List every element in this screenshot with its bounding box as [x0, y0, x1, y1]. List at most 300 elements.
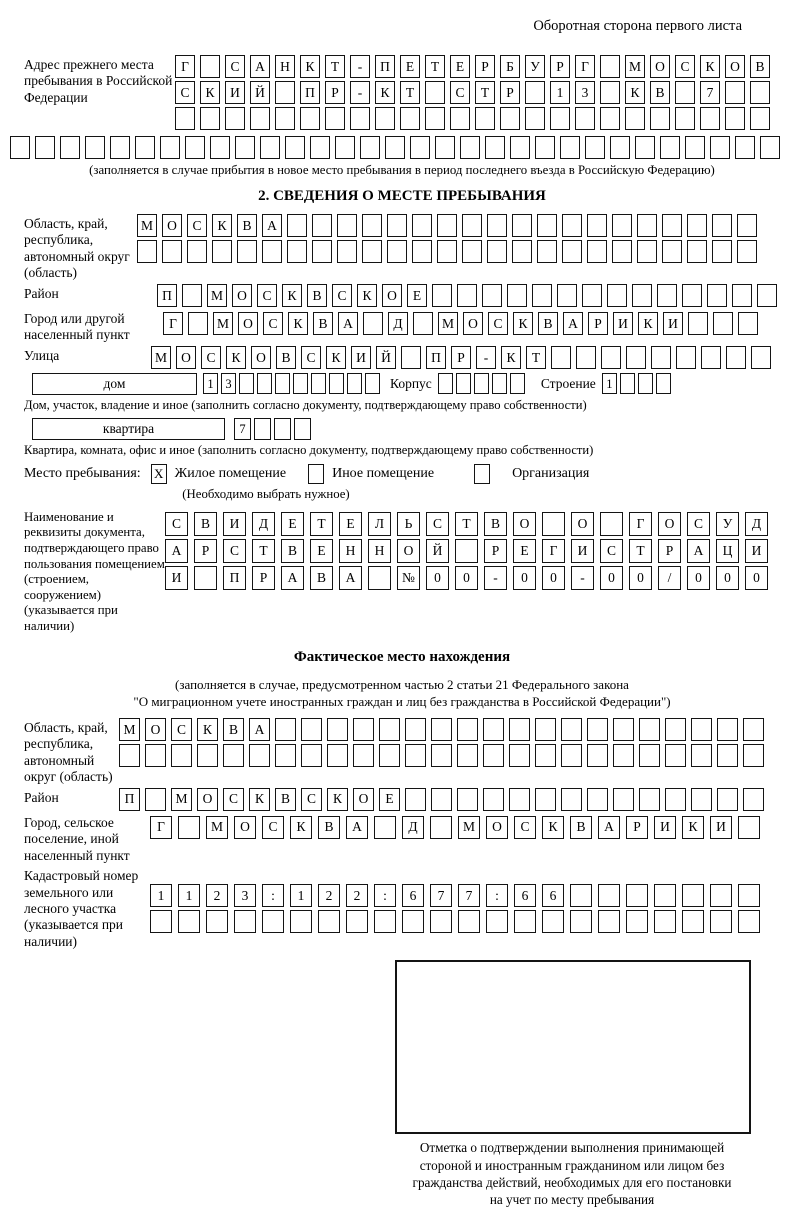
char-cell	[654, 884, 676, 907]
char-cell	[535, 718, 556, 741]
char-cell: Н	[368, 539, 391, 563]
char-cell	[600, 81, 620, 104]
char-cell: 0	[600, 566, 623, 590]
char-cell: В	[307, 284, 327, 307]
char-cell	[575, 107, 595, 130]
char-cell	[431, 788, 452, 811]
char-cell	[725, 107, 745, 130]
char-cell: В	[275, 788, 296, 811]
char-cell: О	[232, 284, 252, 307]
stroenie-cells	[602, 373, 671, 394]
char-cell: И	[663, 312, 683, 335]
char-cell: Р	[588, 312, 608, 335]
char-cell	[425, 81, 445, 104]
fact-subtitle	[24, 676, 780, 711]
char-cell	[145, 744, 166, 767]
char-cell	[639, 788, 660, 811]
char-cell	[187, 240, 207, 263]
char-cell: М	[438, 312, 458, 335]
char-cell: 0	[513, 566, 536, 590]
char-cell	[285, 136, 305, 159]
char-cell: О	[234, 816, 256, 839]
char-cell	[312, 240, 332, 263]
fact-oblast-block	[24, 718, 780, 786]
document-rows	[165, 512, 768, 593]
char-cell	[557, 284, 577, 307]
char-cell: -	[350, 81, 370, 104]
prev-address-row-2	[175, 81, 770, 104]
fact-gorod-row	[150, 816, 760, 839]
char-cell	[337, 214, 357, 237]
char-cell	[327, 744, 348, 767]
char-cell	[487, 214, 507, 237]
char-cell	[662, 240, 682, 263]
document-block	[24, 508, 780, 635]
char-cell	[460, 136, 480, 159]
char-cell: С	[171, 718, 192, 741]
char-cell: К	[357, 284, 377, 307]
char-cell: Т	[310, 512, 333, 536]
char-cell: П	[119, 788, 140, 811]
char-cell	[738, 910, 760, 933]
char-cell: О	[238, 312, 258, 335]
char-cell: 7	[430, 884, 452, 907]
document-row-3	[165, 566, 768, 590]
char-cell: 1	[150, 884, 172, 907]
char-cell: О	[397, 539, 420, 563]
char-cell: К	[226, 346, 246, 369]
char-cell	[585, 136, 605, 159]
char-cell	[275, 718, 296, 741]
char-cell: О	[571, 512, 594, 536]
oblast-block	[24, 214, 780, 282]
gorod-row	[163, 312, 758, 335]
char-cell	[387, 214, 407, 237]
char-cell: Р	[500, 81, 520, 104]
char-cell: К	[212, 214, 232, 237]
char-cell	[200, 107, 220, 130]
char-cell	[327, 718, 348, 741]
char-cell	[682, 910, 704, 933]
char-cell	[412, 240, 432, 263]
dom-box: дом	[32, 373, 197, 395]
char-cell	[509, 744, 530, 767]
char-cell	[682, 284, 702, 307]
char-cell	[550, 107, 570, 130]
char-cell: С	[301, 346, 321, 369]
fact-oblast-label: Область, край, республика, автономный округ (область)	[24, 719, 113, 785]
char-cell	[485, 136, 505, 159]
gorod-block	[24, 309, 780, 344]
char-cell	[675, 81, 695, 104]
kadastr-block	[24, 866, 780, 950]
char-cell: 1	[203, 373, 218, 394]
ulitsa-label: Улица	[24, 347, 60, 363]
char-cell	[738, 312, 758, 335]
char-cell	[525, 107, 545, 130]
char-cell	[492, 373, 507, 394]
char-cell	[145, 788, 166, 811]
char-cell	[512, 214, 532, 237]
char-cell	[458, 910, 480, 933]
char-cell: И	[745, 539, 768, 563]
char-cell: -	[350, 55, 370, 78]
char-cell	[438, 373, 453, 394]
char-cell: М	[171, 788, 192, 811]
korpus-cells	[438, 373, 525, 394]
char-cell	[600, 512, 623, 536]
char-cell	[587, 214, 607, 237]
char-cell	[425, 107, 445, 130]
char-cell: И	[613, 312, 633, 335]
stamp-caption	[346, 1139, 798, 1208]
prev-address-row-3	[175, 107, 770, 130]
char-cell	[665, 744, 686, 767]
char-cell: Г	[150, 816, 172, 839]
document-label: Наименование и реквизиты документа, подтверждающего право пользования помещением (строением, сооружением) (указывается при наличии)	[24, 509, 165, 634]
char-cell: В	[750, 55, 770, 78]
char-cell: 3	[221, 373, 236, 394]
char-cell	[626, 346, 646, 369]
char-cell	[576, 346, 596, 369]
char-cell: Р	[550, 55, 570, 78]
char-cell	[353, 744, 374, 767]
char-cell	[363, 312, 383, 335]
char-cell: 2	[318, 884, 340, 907]
char-cell	[197, 744, 218, 767]
char-cell: О	[162, 214, 182, 237]
char-cell: А	[598, 816, 620, 839]
char-cell	[223, 744, 244, 767]
fact-subtitle-line-2: "О миграционном учете иностранных граждан и лиц без гражданства в Российской Федерации")	[133, 694, 671, 710]
char-cell	[329, 373, 344, 394]
char-cell	[287, 214, 307, 237]
fact-raion-row	[119, 788, 764, 811]
char-cell: В	[484, 512, 507, 536]
char-cell	[656, 373, 671, 394]
char-cell: Г	[629, 512, 652, 536]
char-cell	[175, 107, 195, 130]
kvartira-box: квартира	[32, 418, 225, 440]
char-cell: Р	[252, 566, 275, 590]
char-cell	[483, 718, 504, 741]
char-cell	[212, 240, 232, 263]
char-cell: Д	[402, 816, 424, 839]
char-cell	[431, 744, 452, 767]
char-cell	[457, 718, 478, 741]
char-cell	[687, 214, 707, 237]
char-cell	[335, 136, 355, 159]
char-cell	[562, 214, 582, 237]
char-cell	[561, 788, 582, 811]
char-cell	[162, 240, 182, 263]
char-cell	[738, 816, 760, 839]
char-cell	[325, 107, 345, 130]
char-cell	[360, 136, 380, 159]
char-cell: С	[262, 816, 284, 839]
char-cell	[483, 788, 504, 811]
char-cell: В	[194, 512, 217, 536]
char-cell: А	[165, 539, 188, 563]
gorod-label: Город или другой населенный пункт	[24, 310, 130, 343]
char-cell: В	[237, 214, 257, 237]
char-cell: С	[450, 81, 470, 104]
char-cell	[535, 136, 555, 159]
char-cell	[750, 81, 770, 104]
char-cell: Т	[425, 55, 445, 78]
char-cell	[560, 136, 580, 159]
char-cell: 1	[550, 81, 570, 104]
char-cell: 0	[455, 566, 478, 590]
char-cell	[379, 744, 400, 767]
char-cell: -	[571, 566, 594, 590]
char-cell	[262, 910, 284, 933]
char-cell: С	[165, 512, 188, 536]
char-cell	[500, 107, 520, 130]
char-cell	[457, 744, 478, 767]
char-cell	[657, 284, 677, 307]
char-cell	[293, 373, 308, 394]
oblast-row-2	[137, 240, 757, 263]
kadastr-label: Кадастровый номер земельного или лесного участка (указывается при наличии)	[24, 868, 139, 949]
char-cell: М	[207, 284, 227, 307]
char-cell: 1	[178, 884, 200, 907]
char-cell	[510, 136, 530, 159]
char-cell	[651, 346, 671, 369]
char-cell: С	[223, 539, 246, 563]
char-cell	[210, 136, 230, 159]
char-cell: М	[213, 312, 233, 335]
char-cell: М	[625, 55, 645, 78]
char-cell: Р	[475, 55, 495, 78]
char-cell	[662, 214, 682, 237]
char-cell	[587, 788, 608, 811]
char-cell	[710, 136, 730, 159]
char-cell	[600, 55, 620, 78]
char-cell: О	[658, 512, 681, 536]
char-cell: Т	[526, 346, 546, 369]
document-row-1	[165, 512, 768, 536]
char-cell	[735, 136, 755, 159]
char-cell: 0	[745, 566, 768, 590]
char-cell	[135, 136, 155, 159]
char-cell	[188, 312, 208, 335]
char-cell: С	[687, 512, 710, 536]
char-cell	[654, 910, 676, 933]
char-cell	[632, 284, 652, 307]
char-cell: А	[339, 566, 362, 590]
char-cell	[537, 214, 557, 237]
char-cell	[432, 284, 452, 307]
char-cell	[691, 788, 712, 811]
char-cell: П	[300, 81, 320, 104]
char-cell	[368, 566, 391, 590]
char-cell	[235, 136, 255, 159]
char-cell: 0	[716, 566, 739, 590]
char-cell	[601, 346, 621, 369]
char-cell: К	[197, 718, 218, 741]
char-cell: Н	[339, 539, 362, 563]
kvartira-cells	[234, 418, 311, 440]
char-cell: Р	[484, 539, 507, 563]
char-cell: В	[538, 312, 558, 335]
char-cell: И	[710, 816, 732, 839]
char-cell	[717, 718, 738, 741]
organizatsiya-label: Организация	[512, 465, 590, 481]
char-cell	[598, 910, 620, 933]
char-cell	[483, 744, 504, 767]
char-cell: М	[119, 718, 140, 741]
char-cell	[437, 240, 457, 263]
char-cell	[294, 418, 311, 440]
char-cell: Р	[194, 539, 217, 563]
char-cell	[610, 136, 630, 159]
char-cell	[311, 373, 326, 394]
char-cell	[275, 81, 295, 104]
char-cell	[751, 346, 771, 369]
char-cell	[474, 373, 489, 394]
char-cell	[362, 214, 382, 237]
char-cell: У	[716, 512, 739, 536]
prev-address-row-1	[175, 55, 770, 78]
prev-address-rows	[175, 55, 770, 133]
char-cell: С	[426, 512, 449, 536]
char-cell	[509, 788, 530, 811]
char-cell	[514, 910, 536, 933]
char-cell	[760, 136, 780, 159]
char-cell	[119, 744, 140, 767]
fact-title: Фактическое место нахождения	[293, 648, 511, 665]
char-cell: П	[223, 566, 246, 590]
char-cell: Л	[368, 512, 391, 536]
char-cell	[275, 107, 295, 130]
char-cell	[613, 744, 634, 767]
char-cell	[635, 136, 655, 159]
char-cell	[512, 240, 532, 263]
oblast-label: Область, край, республика, автономный округ (область)	[24, 216, 130, 281]
char-cell	[535, 744, 556, 767]
char-cell: Г	[542, 539, 565, 563]
char-cell	[435, 136, 455, 159]
char-cell: Д	[745, 512, 768, 536]
char-cell: Р	[626, 816, 648, 839]
char-cell	[318, 910, 340, 933]
char-cell	[687, 240, 707, 263]
char-cell: К	[638, 312, 658, 335]
char-cell	[178, 816, 200, 839]
char-cell: С	[488, 312, 508, 335]
dom-row	[32, 373, 780, 395]
char-cell	[509, 718, 530, 741]
char-cell	[249, 744, 270, 767]
char-cell	[346, 910, 368, 933]
char-cell	[310, 136, 330, 159]
fact-gorod-label: Город, сельское поселение, иной населенный пункт	[24, 814, 130, 863]
char-cell: В	[281, 539, 304, 563]
char-cell: 2	[346, 884, 368, 907]
char-cell	[542, 910, 564, 933]
char-cell	[587, 718, 608, 741]
fact-oblast-rows	[119, 718, 764, 770]
char-cell	[613, 718, 634, 741]
char-cell	[405, 718, 426, 741]
char-cell	[691, 718, 712, 741]
char-cell: 7	[458, 884, 480, 907]
char-cell	[487, 240, 507, 263]
char-cell	[510, 373, 525, 394]
char-cell: К	[200, 81, 220, 104]
char-cell	[710, 884, 732, 907]
char-cell: И	[225, 81, 245, 104]
kvartira-caption: Квартира, комната, офис и иное (заполнить согласно документу, подтверждающему право собственности)	[24, 442, 594, 457]
char-cell	[676, 346, 696, 369]
char-cell: А	[262, 214, 282, 237]
char-cell: К	[327, 788, 348, 811]
char-cell	[450, 107, 470, 130]
char-cell: С	[257, 284, 277, 307]
char-cell: Р	[451, 346, 471, 369]
char-cell	[35, 136, 55, 159]
char-cell: 0	[629, 566, 652, 590]
char-cell: Т	[400, 81, 420, 104]
char-cell: 1	[602, 373, 617, 394]
fact-raion-block	[24, 788, 780, 811]
char-cell	[250, 107, 270, 130]
char-cell: С	[223, 788, 244, 811]
char-cell: С	[301, 788, 322, 811]
char-cell: П	[426, 346, 446, 369]
char-cell	[582, 284, 602, 307]
kadastr-row-1	[150, 884, 760, 907]
char-cell: Г	[175, 55, 195, 78]
mesto-note: (Необходимо выбрать нужное)	[182, 486, 350, 501]
char-cell: 0	[542, 566, 565, 590]
char-cell: О	[650, 55, 670, 78]
char-cell: К	[501, 346, 521, 369]
char-cell	[482, 284, 502, 307]
char-cell	[743, 788, 764, 811]
prev-address-note: (заполняется в случае прибытия в новое место пребывания в период последнего въезда в Российскую Федерацию)	[89, 163, 715, 177]
char-cell	[150, 910, 172, 933]
char-cell	[638, 373, 653, 394]
char-cell	[402, 910, 424, 933]
char-cell: О	[513, 512, 536, 536]
char-cell	[400, 107, 420, 130]
zhiloe-pomeshchenie-label: Жилое помещение	[174, 465, 287, 481]
char-cell: С	[600, 539, 623, 563]
char-cell	[700, 107, 720, 130]
char-cell: Е	[450, 55, 470, 78]
char-cell: К	[249, 788, 270, 811]
char-cell	[260, 136, 280, 159]
char-cell	[137, 240, 157, 263]
fact-raion-label: Район	[24, 789, 59, 805]
document-row-2	[165, 539, 768, 563]
char-cell	[462, 240, 482, 263]
stamp-caption-line-2: стороной и иностранным гражданином или лицом без	[419, 1157, 725, 1173]
char-cell: А	[281, 566, 304, 590]
char-cell	[462, 214, 482, 237]
kvartira-row	[32, 418, 780, 440]
char-cell: М	[458, 816, 480, 839]
char-cell: А	[249, 718, 270, 741]
char-cell	[587, 744, 608, 767]
raion-label: Район	[24, 285, 59, 301]
char-cell	[412, 214, 432, 237]
char-cell: В	[650, 81, 670, 104]
char-cell	[274, 418, 291, 440]
char-cell: В	[310, 566, 333, 590]
